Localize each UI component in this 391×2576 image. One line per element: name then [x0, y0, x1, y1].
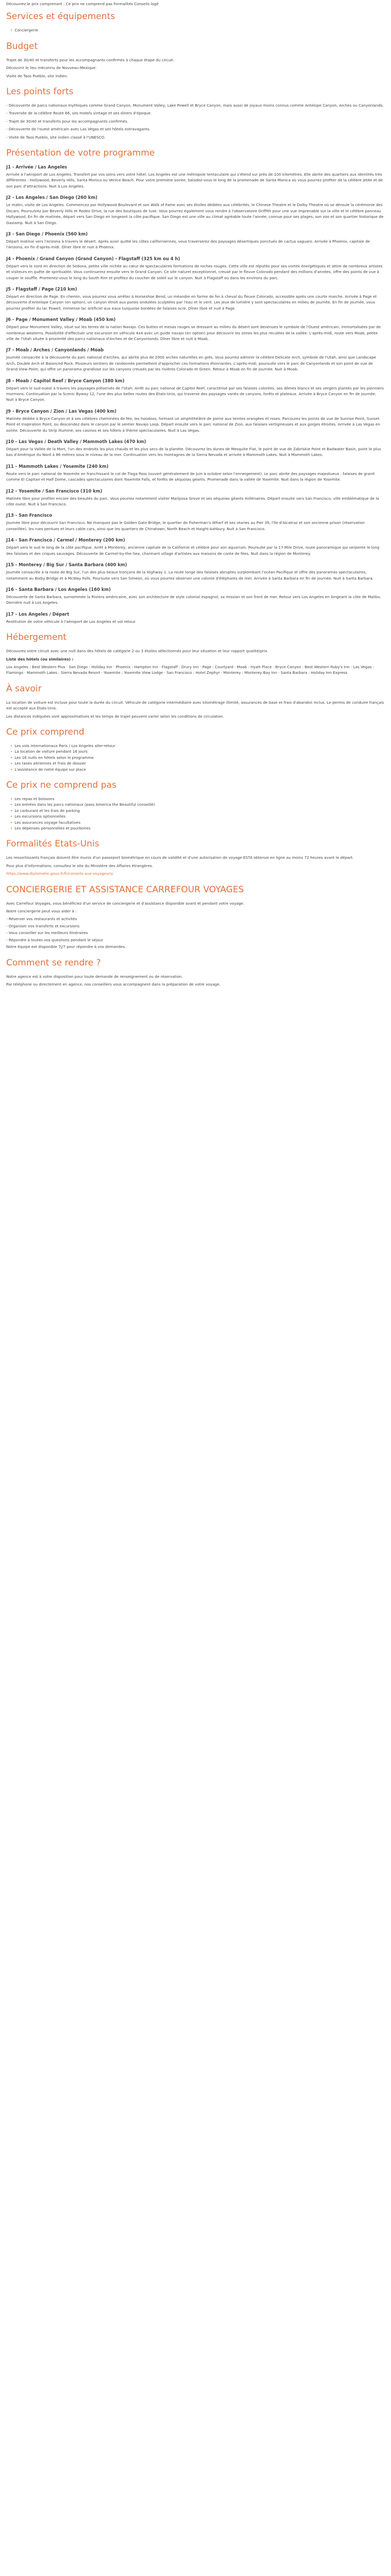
day-title: J11 - Mammoth Lakes / Yosemite (240 km)	[6, 463, 109, 469]
day-text: Restitution de votre véhicule à l'aéroport de Los Angeles et vol retour.	[6, 619, 136, 624]
day-text: Arrivée à l'aéroport de Los Angeles. Transfert par vos soins vers votre hôtel. Los Angeles est une métropole tentaculaire qui s'étend sur près de 100 kilomètres. Elle abrite des quartiers aux identités très différentes : Hollywood, Beverly Hills, Santa Monica ou Venice Beach. Pour votre première soirée, baladez-vous le long de la promenade de Santa Monica où vous pourrez profiter de la célèbre jetée et de son parc d'attractions. Nuit à Los Angeles.	[6, 172, 383, 189]
services-list	[6, 27, 385, 33]
list-item: • Le carburant et les frais de parking	[10, 808, 385, 814]
price-excludes-list	[6, 796, 385, 831]
day-title: J2 - Los Angeles / San Diego (260 km)	[6, 195, 97, 200]
day-title: J5 - Flagstaff / Page (210 km)	[6, 286, 77, 292]
page-content	[0, 0, 391, 1015]
day-title: J14 - San Francisco / Carmel / Monterey (200 km)	[6, 537, 125, 543]
day-title: J10 - Las Vegas / Death Valley / Mammoth Lakes (470 km)	[6, 439, 146, 445]
day-text: Journée libre pour découvrir San Francisco. Ne manquez pas le Golden Gate Bridge, le quartier de Fisherman's Wharf et ses otaries au Pier 39, l'île d'Alcatraz et son ancienne prison (réservation conseillée), les rues pentues et leurs cable cars, ainsi que les quartiers de Chinatown, North Beach et Haight-Ashbury. Nuit à San Francisco.	[6, 520, 365, 531]
car-section	[6, 683, 385, 719]
day-title: J8 - Moab / Capitol Reef / Bryce Canyon (380 km)	[6, 378, 125, 383]
day-text: Départ matinal vers l'Arizona à travers le désert. Après avoir quitté les côtes californiennes, vous traverserez des paysages désertiques ponctués de cactus saguaro. Arrivée à Phoenix, capitale de l'Arizona, en fin d'après-midi. Dîner libre et nuit à Phoenix.	[6, 239, 370, 250]
contact-paragraph: Notre agence est à votre disposition pour toute demande de renseignement ou de réservation.	[6, 974, 183, 979]
hotels-paragraph: Découvrez votre circuit avec une nuit dans des hôtels de catégorie 2 ou 3 étoiles sélectionnés pour leur situation et leur rapport qualité/prix.	[6, 649, 269, 654]
list-item: • Les repas et boissons	[10, 796, 385, 802]
program-title: Présentation de votre programme	[6, 148, 155, 159]
car-paragraph: La location de voiture est incluse pour toute la durée du circuit. Véhicule de catégorie intermédiaire avec kilométrage illimité, assurances de base et frais d'abandon inclus. Le permis de conduire français est accepté aux États-Unis.	[6, 700, 384, 711]
day-text: Départ vers le sud le long de la côte pacifique. Arrêt à Monterey, ancienne capitale de la Californie et célèbre pour son aquarium. Poursuite par la 17-Mile Drive, route panoramique qui serpente le long des falaises et des criques sauvages. Découverte de Carmel-by-the-Sea, charmant village d'artistes aux maisons de conte de fées. Nuit dans la région de Monterey.	[6, 545, 380, 556]
highlight-item: - Traversée de la célèbre Route 66, ses motels vintage et ses diners d'époque.	[6, 111, 152, 116]
day-title: J4 - Phoenix / Grand Canyon (Grand Canyon) - Flagstaff (325 km ou 4 h)	[6, 256, 180, 261]
formalities-paragraph: Les ressortissants français doivent être munis d'un passeport biométrique en cours de validité et d'une autorisation de voyage ESTA obtenue en ligne au moins 72 heures avant le départ.	[6, 855, 354, 860]
price-includes-list	[6, 743, 385, 772]
contact-section	[6, 957, 385, 988]
concierge-paragraph: Notre conciergerie peut vous aider à :	[6, 909, 77, 914]
budget-paragraph: Visite de Taos Pueblo, site indien.	[6, 73, 68, 78]
day-title: J15 - Monterey / Big Sur / Santa Barbara (400 km)	[6, 562, 127, 568]
contact-title: Comment se rendre ?	[6, 957, 101, 968]
services-title: Services et équipements	[6, 11, 115, 22]
highlight-item: - Découverte de l'ouest américain avec Las Vegas et ses hôtels extravagants.	[6, 127, 151, 132]
program-section	[6, 147, 385, 624]
budget-title: Budget	[6, 41, 38, 52]
day-text: Départ en direction de Page. En chemin, vous pourrez vous arrêter à Horseshoe Bend, un méandre en forme de fer à cheval du fleuve Colorado, accessible après une courte marche. Arrivée à Page et découverte d'Antelope Canyon (en option), un canyon étroit aux parois ondulées sculptées par l'eau et le vent. Les jeux de lumière y sont spectaculaires en milieu de journée. En fin de journée, vous pourrez profiter du lac Powell, immense lac artificiel aux eaux turquoise bordées de falaises ocre. Dîner libre et nuit à Page.	[6, 294, 377, 311]
list-item: • Les 16 nuits en hôtels selon le programme	[10, 755, 385, 760]
highlights-title: Les points forts	[6, 87, 74, 97]
day-text: Le matin, visite de Los Angeles. Commencez par Hollywood Boulevard et son Walk of Fame avec ses étoiles dédiées aux célébrités, le Chinese Theatre et le Dolby Theatre où se déroule la cérémonie des Oscars. Poursuivez par Beverly Hills et Rodeo Drive, la rue des boutiques de luxe. Vous pourrez également vous rendre à l'observatoire Griffith pour une vue imprenable sur la ville et le célèbre panneau Hollywood. En fin de matinée, départ vers San Diego en longeant la côte pacifique. San Diego est une ville au climat agréable toute l'année, connue pour ses plages, son zoo et son quartier historique de Gaslamp. Nuit à San Diego.	[6, 202, 384, 225]
price-includes-section	[6, 726, 385, 772]
budget-paragraph: Découvrir le lieu méconnu de Nouveau-Mexique.	[6, 65, 97, 71]
list-item: • L'assistance de notre équipe sur place	[10, 767, 385, 772]
concierge-paragraph: Avec Carrefour Voyages, vous bénéficiez d'un service de conciergerie et d'assistance disponible avant et pendant votre voyage.	[6, 901, 245, 906]
price-includes-title: Ce prix comprend	[6, 726, 85, 737]
concierge-title: CONCIERGERIE ET ASSISTANCE CARREFOUR VOYAGES	[6, 884, 244, 895]
highlight-item: - Trajet de 30/40 et transferts pour les accompagnants confirmés.	[6, 118, 128, 124]
day-title: J6 - Page / Monument Valley / Moab (450 km)	[6, 317, 116, 323]
highlight-item: - Découverte de parcs nationaux mythiques comme Grand Canyon, Monument Valley, Lake Powell et Bryce Canyon, mais aussi de joyaux moins connus comme Antelope Canyon, Arches ou Canyonlands.	[6, 103, 384, 108]
list-item: • Les entrées dans les parcs nationaux (pass America the Beautiful conseillé)	[10, 802, 385, 807]
list-item: • Conciergerie	[10, 27, 385, 33]
day-title: J17 - Los Angeles / Départ	[6, 611, 70, 617]
hotels-paragraph: Liste des hôtels (ou similaires) :	[6, 656, 74, 662]
day-title: J13 - San Francisco	[6, 513, 53, 518]
services-section	[6, 11, 385, 33]
hotels-paragraph: Los Angeles : Best Western Plus · San Diego : Holiday Inn · Phoenix : Hampton Inn · Flagstaff : Drury Inn · Page : Courtyard · Moab : Hyatt Place · Bryce Canyon : Best Western Ruby's Inn · Las Vegas : Flamingo · Mammoth Lakes : Sierra Nevada Resort · Yosemite : Yosemite View Lodge · San Francisco : Hotel Zephyr · Monterey : Monterey Bay Inn · Santa Barbara : Holiday Inn Express	[6, 664, 374, 675]
day-title: J7 - Moab / Arches / Canyonlands / Moab	[6, 347, 104, 353]
day-text: Départ pour la Vallée de la Mort, l'un des endroits les plus chauds et les plus secs de la planète. Découvrez les dunes de Mesquite Flat, le point de vue de Zabriskie Point et Badwater Basin, point le plus bas d'Amérique du Nord à 86 mètres sous le niveau de la mer. Continuation vers les montagnes de la Sierra Nevada et arrivée à Mammoth Lakes. Nuit à Mammoth Lakes.	[6, 447, 381, 457]
day-title: J1 - Arrivée / Las Angeles	[6, 164, 68, 170]
list-item: • Les excursions optionnelles	[10, 814, 385, 819]
concierge-section	[6, 884, 385, 950]
day-title: J3 - San Diego / Phoenix (560 km)	[6, 231, 88, 236]
day-title: J16 - Santa Barbara / Los Angeles (160 km)	[6, 586, 111, 592]
car-paragraph: Les distances indiquées sont approximatives et les temps de trajet peuvent varier selon les conditions de circulation.	[6, 714, 224, 719]
list-item: • La location de voiture pendant 16 jours	[10, 749, 385, 754]
day-text: Journée consacrée à la découverte du parc national d'Arches, qui abrite plus de 2000 arches naturelles en grès. Vous pourrez admirer la célèbre Delicate Arch, symbole de l'Utah, ainsi que Landscape Arch, Double Arch et Balanced Rock. Plusieurs sentiers de randonnée permettent d'approcher ces formations étonnantes. L'après-midi, poursuite vers le parc de Canyonlands et son point de vue de Grand View Point, qui offre un panorama grandiose sur les canyons creusés par les rivières Colorado et Green. Retour à Moab en fin de journée. Nuit à Moab.	[6, 355, 377, 372]
list-item: • Les assurances voyage facultatives	[10, 820, 385, 825]
concierge-item: - Réserver vos restaurants et activités	[6, 917, 77, 922]
hotels-section	[6, 632, 385, 676]
price-excludes-title: Ce prix ne comprend pas	[6, 780, 117, 790]
budget-paragraph: Trajet de 30/40 et transferts pour les accompagnants confirmés à chaque étape du circuit.	[6, 57, 174, 62]
day-text: Matinée libre pour profiter encore des beautés du parc. Vous pourrez notamment visiter Mariposa Grove et ses séquoias géants millénaires. Départ ensuite vers San Francisco, ville emblématique de la côte ouest. Nuit à San Francisco.	[6, 496, 379, 507]
day-text: Départ pour Monument Valley, situé sur les terres de la nation Navajo. Ces buttes et mesas rouges se dressant au milieu du désert sont devenues le symbole de l'Ouest américain, immortalisées par de nombreux westerns. Possibilité d'effectuer une excursion en véhicule 4x4 avec un guide navajo (en option) pour découvrir les zones les plus reculées de la vallée. L'après-midi, route vers Moab, petite ville de l'Utah située à proximité des parcs nationaux d'Arches et de Canyonlands. Dîner libre et nuit à Moab.	[6, 325, 381, 341]
day-text: Route vers le parc national de Yosemite en franchissant le col de Tioga Pass (ouvert généralement de juin à octobre selon l'enneigement). Le parc abrite des paysages majestueux : falaises de granit comme El Capitan et Half Dome, cascades spectaculaires dont Yosemite Falls, et forêts de séquoias géants. Promenade dans la vallée de Yosemite. Nuit dans la région de Yosemite.	[6, 471, 375, 482]
day-title: J9 - Bryce Canyon / Zion / Las Vegas (400 km)	[6, 408, 117, 414]
price-excludes-section	[6, 779, 385, 831]
day-title: J12 - Yosemite / San Francisco (310 km)	[6, 488, 103, 494]
day-text: Journée consacrée à la route de Big Sur, l'un des plus beaux tronçons de la Highway 1. La route longe des falaises abruptes surplombant l'océan Pacifique et offre des panoramas spectaculaires, notamment au Bixby Bridge et à McWay Falls. Poursuite vers San Simeon, où vous pourrez observer une colonie d'éléphants de mer. Arrivée à Santa Barbara en fin de journée. Nuit à Santa Barbara.	[6, 570, 374, 581]
day-text: Découverte de Santa Barbara, surnommée la Riviera américaine, avec son architecture de style colonial espagnol, sa mission et son front de mer. Retour vers Los Angeles en longeant la côte de Malibu. Dernière nuit à Los Angeles.	[6, 594, 382, 605]
budget-section	[6, 41, 385, 79]
hotels-title: Hébergement	[6, 632, 67, 643]
list-item: • Les dépenses personnelles et pourboires	[10, 825, 385, 831]
concierge-paragraph: Notre équipe est disponible 7j/7 pour répondre à vos demandes.	[6, 944, 126, 950]
day-text: Matinée dédiée à Bryce Canyon et à ses célèbres cheminées de fée, les hoodoos, formant un amphithéâtre de pierre aux teintes orangées et roses. Parcourez les points de vue de Sunrise Point, Sunset Point et Inspiration Point, ou descendez dans le canyon par le sentier Navajo Loop. Départ ensuite vers le parc national de Zion, aux falaises vertigineuses et aux gorges étroites. Arrivée à Las Vegas en soirée. Découverte du Strip illuminé, ses casinos et ses hôtels à thème spectaculaires. Nuit à Las Vegas.	[6, 416, 380, 433]
contact-paragraph: Par téléphone ou directement en agence, nos conseillers vous accompagnent dans la préparation de votre voyage.	[6, 981, 221, 987]
car-title: À savoir	[6, 683, 42, 694]
intro-text: Découvrez le prix comprenant : Ce prix ne comprend pas Formalités Conseils logé	[6, 2, 159, 6]
concierge-item: - Organiser vos transferts et excursions	[6, 923, 80, 928]
concierge-item: - Répondre à toutes vos questions pendant le séjour	[6, 937, 103, 942]
day-text: Départ vers le nord en direction de Sedona, petite ville nichée au cœur de spectaculaires formations de roches rouges. Cette ville est réputée pour ses vortex énergétiques et attire de nombreux artistes et visiteurs en quête de spiritualité. Vous continuerez ensuite vers le Grand Canyon. Ce site naturel exceptionnel, creusé par le fleuve Colorado pendant des millions d'années, offre des points de vue à couper le souffle. Promenez-vous le long du South Rim et profitez du coucher de soleil sur le canyon. Nuit à Flagstaff ou dans les environs du parc.	[6, 263, 383, 280]
formalities-title: Formalités Etats-Unis	[6, 839, 100, 850]
list-item: • Les vols internationaux Paris / Los Angeles aller-retour	[10, 743, 385, 749]
highlights-section	[6, 86, 385, 140]
concierge-item: - Vous conseiller sur les meilleurs itinéraires	[6, 930, 88, 936]
formalities-section	[6, 838, 385, 876]
day-text: Départ vers le sud-ouest à travers les paysages préservés de l'Utah. Arrêt au parc national de Capitol Reef, caractérisé par ses falaises colorées, ses dômes blancs et ses vergers plantés par les pionniers mormons. Continuation par la Scenic Byway 12, l'une des plus belles routes des États-Unis, qui traverse des paysages variés de canyons, forêts et plateaux. Arrivée à Bryce Canyon en fin de journée. Nuit à Bryce Canyon.	[6, 385, 384, 402]
formalities-paragraph: Pour plus d'informations, consultez le site du Ministère des Affaires étrangères.	[6, 863, 153, 868]
highlight-item: - Visite de Taos Pueblo, site indien classé à l'UNESCO.	[6, 134, 106, 140]
formalities-link[interactable]: https://www.diplomatie.gouv.fr/fr/conseils-aux-voyageurs/	[6, 871, 113, 876]
list-item: • Les taxes aériennes et frais de dossier	[10, 760, 385, 766]
